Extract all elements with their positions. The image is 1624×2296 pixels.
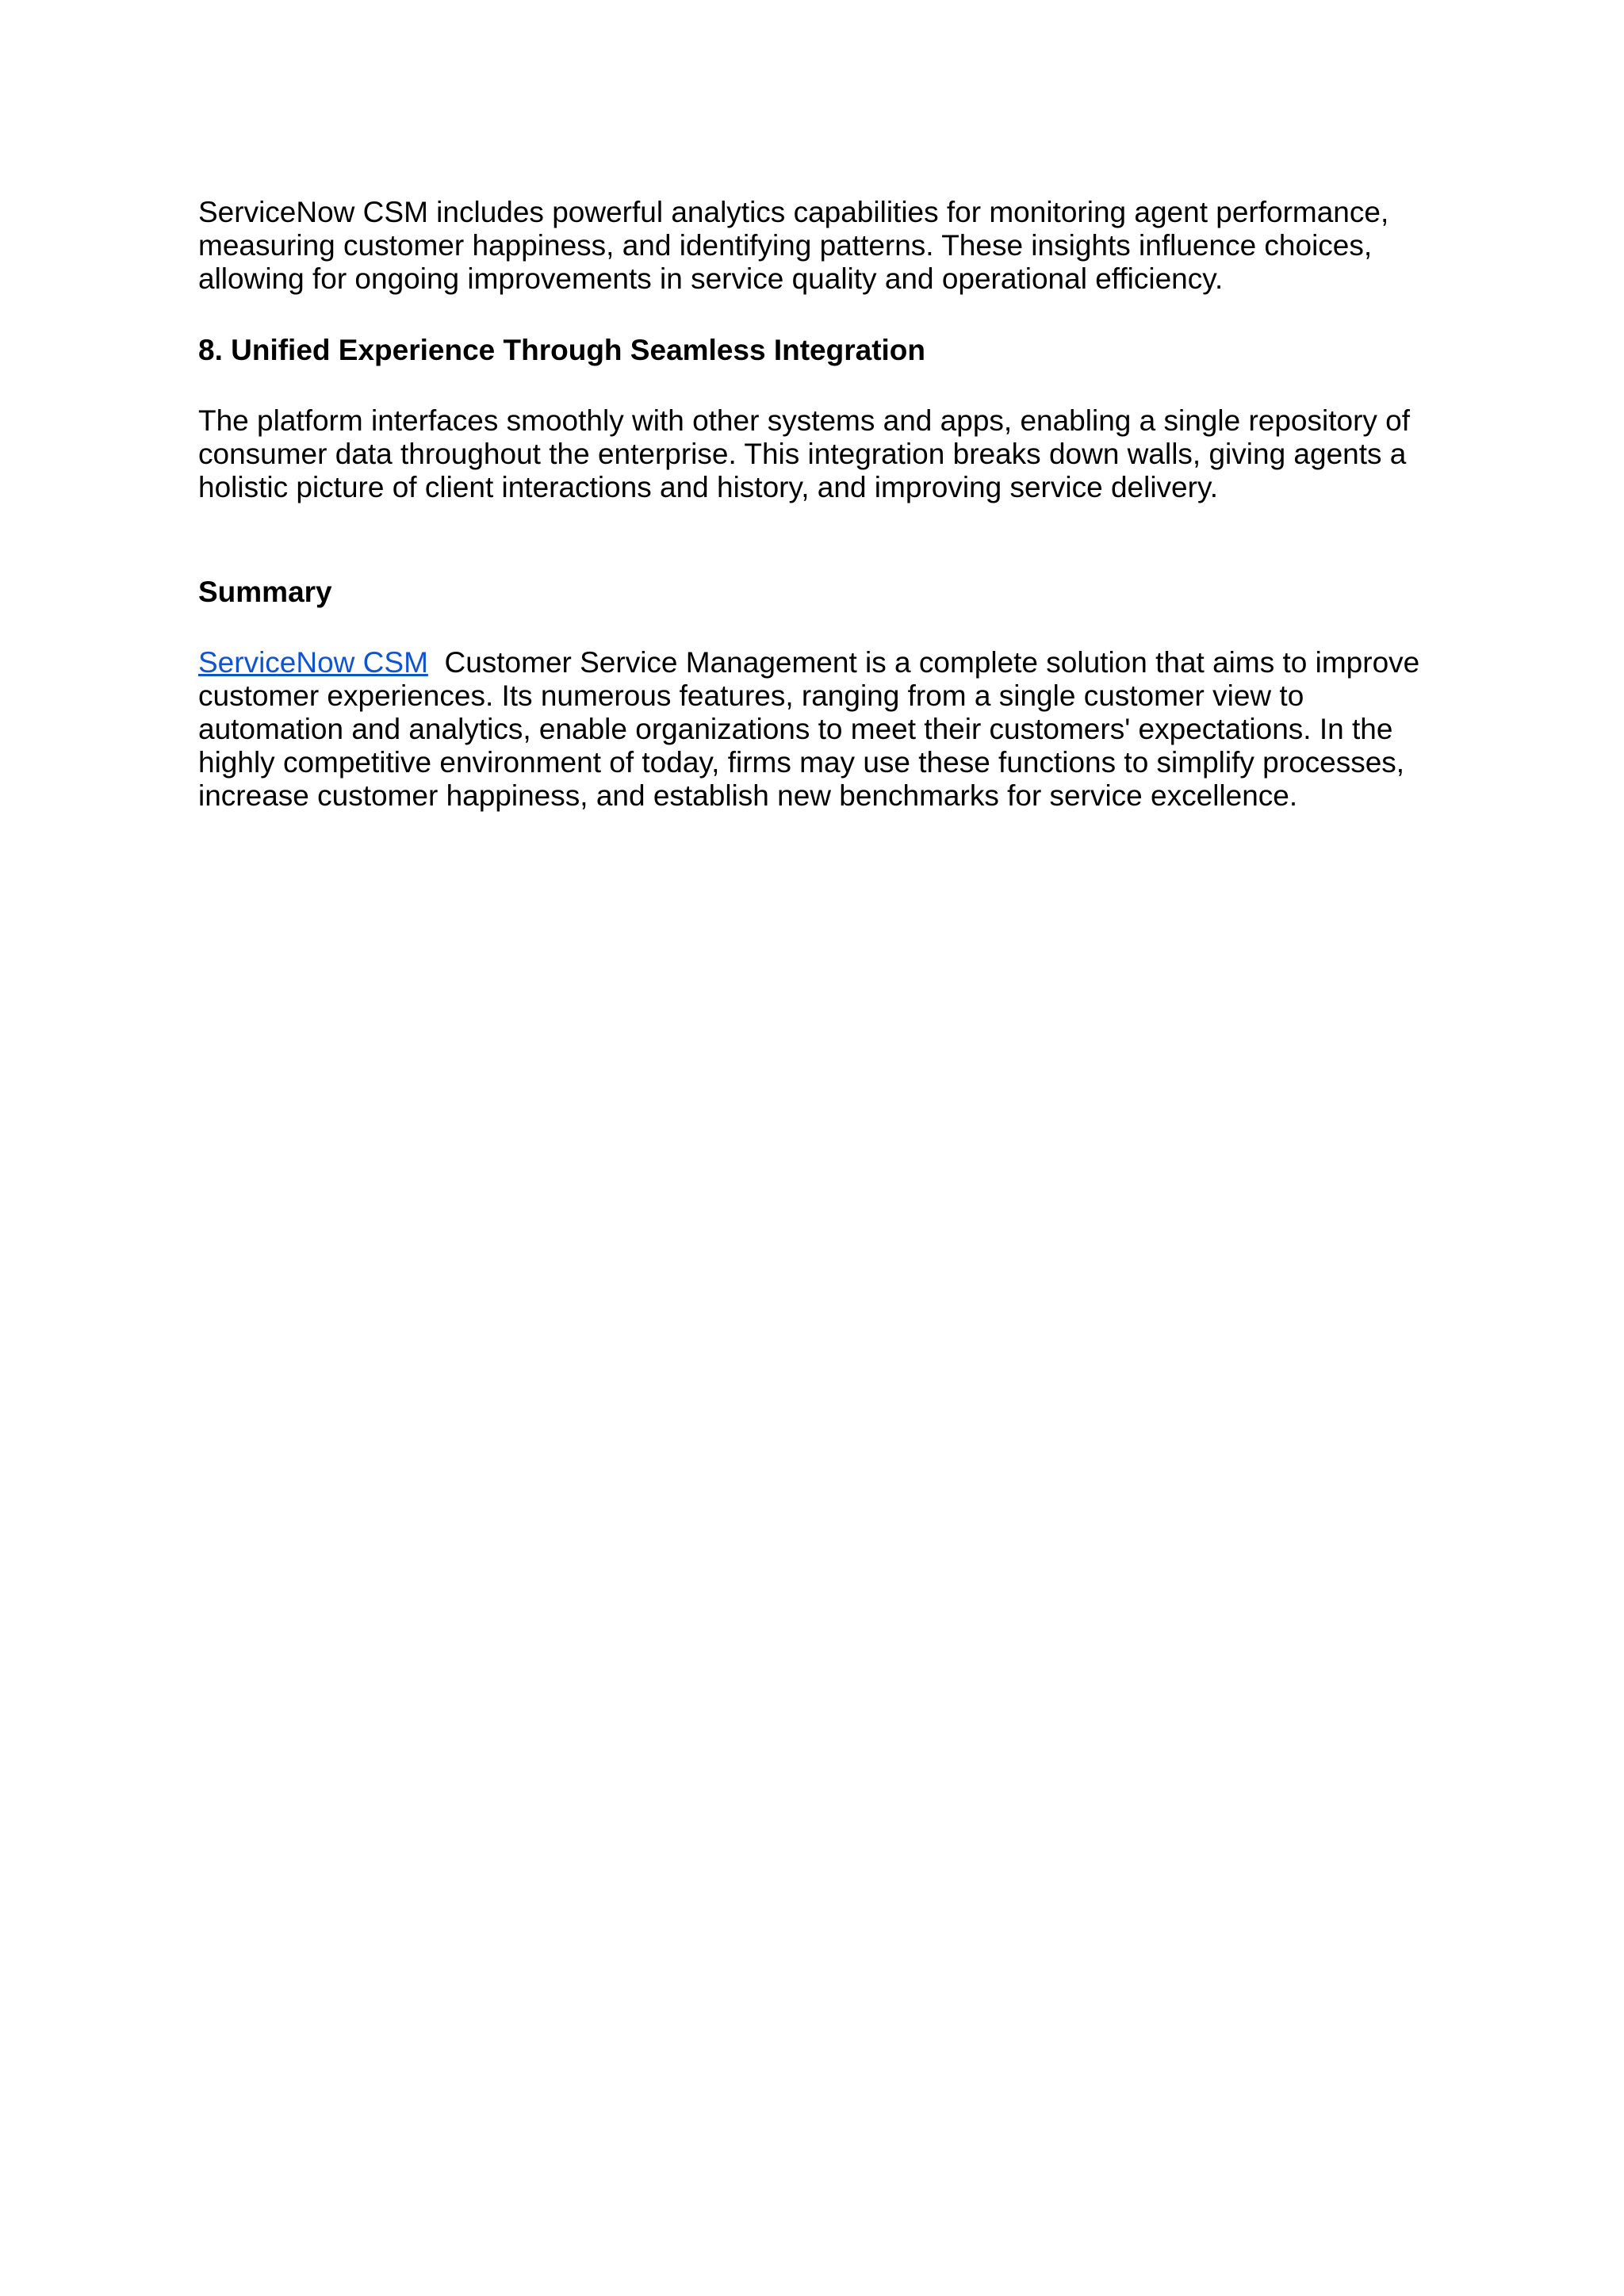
servicenow-csm-link[interactable]: ServiceNow CSM	[198, 646, 428, 679]
section-heading-unified-experience: 8. Unified Experience Through Seamless Integration	[198, 334, 925, 366]
document-body	[198, 196, 1435, 813]
summary-heading: Summary	[198, 576, 332, 608]
integration-paragraph: The platform interfaces smoothly with other systems and apps, enabling a single repository of consumer data throughout the enterprise. This integration breaks down walls, giving agents a holistic picture of client interactions and history, and improving service delivery.	[198, 404, 1411, 503]
analytics-paragraph: ServiceNow CSM includes powerful analytics capabilities for monitoring agent performance, measuring customer happiness, and identifying patterns. These insights influence choices, allowing for ongoing improvements in service quality and operational efficiency.	[198, 196, 1389, 295]
summary-text: Customer Service Management is a complete solution that aims to improve customer experiences. Its numerous features, ranging from a single customer view to automation and analytics, enable organizations to meet their customers' expectations. In the highly competitive environment of today, firms may use these functions to simplify processes, increase customer happiness, and establish new benchmarks for service excellence.	[198, 646, 1420, 812]
link-spacer	[428, 646, 445, 679]
summary-paragraph	[198, 646, 1435, 813]
